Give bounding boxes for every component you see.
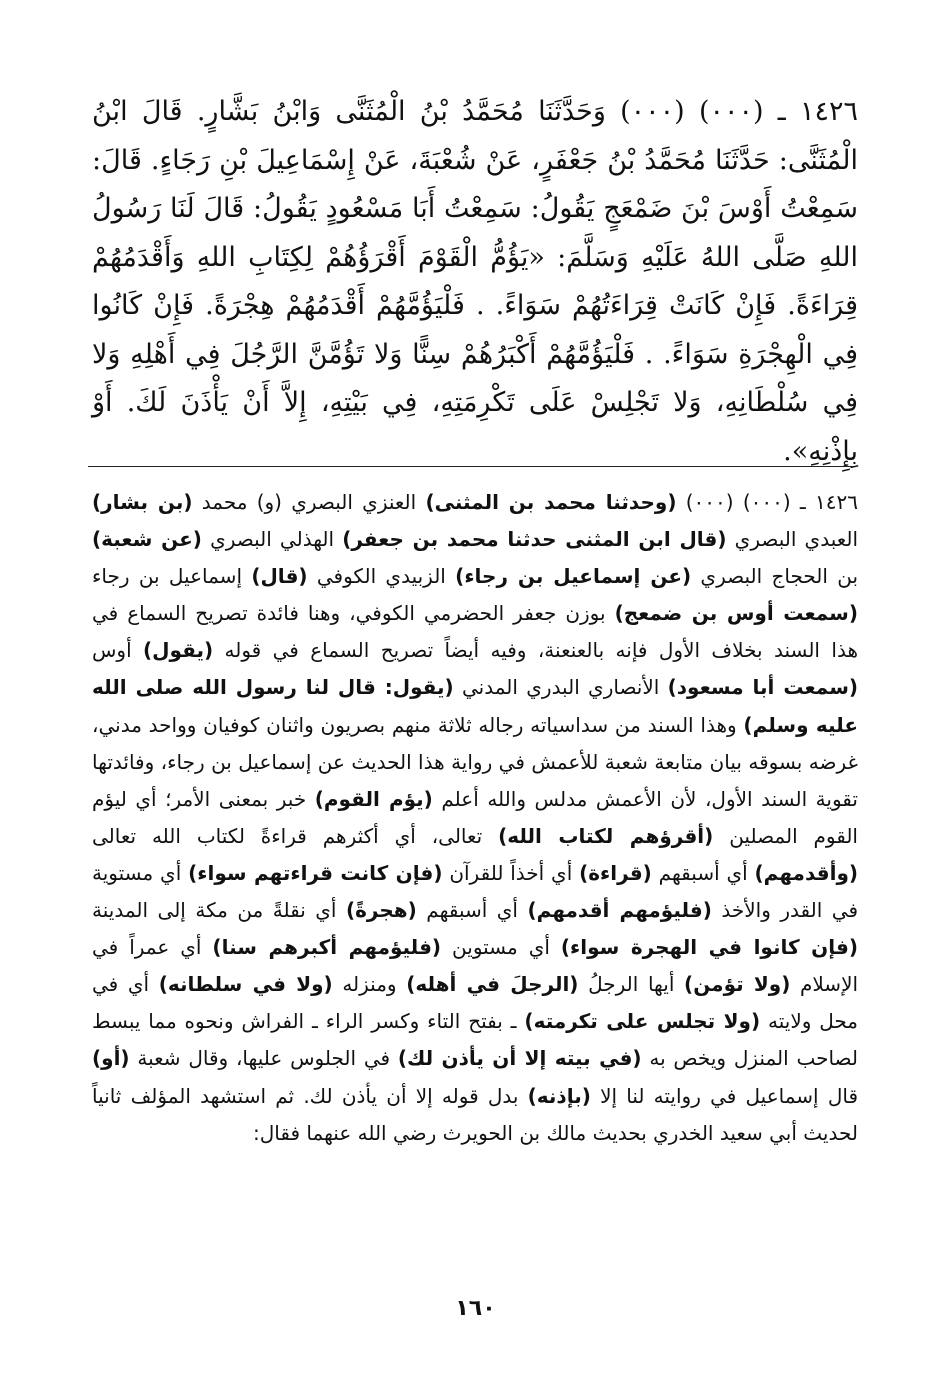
commentary-quote-segment: (ولا تجلس على تكرمته) [524, 1009, 761, 1034]
commentary-text-segment: بن الحجاج البصري [691, 564, 859, 589]
commentary-quote-segment: (ولا تؤمن) [684, 972, 791, 997]
commentary-quote-segment: (قال) [251, 564, 308, 589]
commentary-block [92, 484, 858, 1152]
hadith-text-block [92, 88, 858, 476]
commentary-quote-segment: (عن إسماعيل بن رجاء) [455, 564, 692, 589]
commentary-quote-segment: (وحدثنا محمد بن المثنى) [425, 490, 677, 514]
commentary-quote-segment: (فإن كانت قراءتهم سواء) [188, 860, 443, 885]
commentary-quote-segment: (قراءة) [579, 860, 652, 885]
footnote-divider [88, 466, 854, 467]
commentary-text-segment: بدل قوله إلا أن يأذن لك. ثم استشهد المؤلف ثانياً لحديث أبي سعيد الخدري بحديث مالك بن الحويرث رضي الله عنهما فقال: [92, 1083, 858, 1145]
commentary-text-segment: أي أخذاً للقرآن [442, 860, 580, 885]
commentary-quote-segment: (بإذنه) [527, 1083, 591, 1108]
commentary-text-segment: تعالى، أي أكثرهم قراءةً لكتاب الله تعالى [92, 823, 499, 848]
commentary-quote-segment: (عن شعبة) [92, 527, 202, 552]
commentary-text-segment: أوس [92, 638, 144, 663]
commentary-text-segment: أي عمراً في الإسلام [92, 935, 859, 997]
commentary-text-segment: الهذلي البصري [201, 527, 343, 552]
commentary-quote-segment: (فليؤمهم أكبرهم سنا) [212, 935, 442, 960]
commentary-text-segment: ـ بفتح التاء وكسر الراء ـ الفراش ونحوه مما يبسط لصاحب المنزل ويخص به [92, 1009, 858, 1071]
commentary-text-segment: العنزي البصري (و) محمد [192, 490, 426, 514]
commentary-quote-segment: (بن بشار) [92, 490, 193, 514]
commentary-quote-segment: (هجرةً) [345, 898, 417, 923]
page-number: ١٦٠ [455, 1296, 496, 1321]
commentary-text-segment: قال إسماعيل في روايته لنا إلا [590, 1083, 858, 1108]
commentary-quote-segment: (سمعت أبا مسعود) [667, 675, 859, 700]
commentary-text-segment: العبدي البصري [726, 527, 859, 552]
commentary-text-segment: أي أسبقهم [651, 860, 755, 885]
commentary-text-segment: بوزن جعفر الحضرمي الكوفي، وهنا فائدة تصريح السماع في هذا السند بخلاف الأول فإنه بالعنعنة، وفيه أيضاً تصريح السماع في قوله [92, 601, 858, 663]
commentary-text-segment: أي في محل ولايته [92, 972, 859, 1034]
commentary-quote-segment: (أو) [92, 1046, 130, 1071]
hadith-text: ١٤٢٦ ـ (٠٠٠) (٠٠٠) وَحَدَّثَنَا مُحَمَّدُ بْنُ الْمُثَنَّى وَابْنُ بَشَّارٍ. قَالَ ابْنُ الْمُثَنَّى: حَدَّثَنَا مُحَمَّدُ بْنُ جَعْفَرٍ، عَنْ شُعْبَةَ، عَنْ إِسْمَاعِيلَ بْنِ رَجَاءٍ. قَالَ: سَمِعْتُ أَوْسَ بْنَ ضَمْعَجٍ يَقُولُ: سَمِعْتُ أَبَا مَسْعُودٍ يَقُولُ: قَالَ لَنَا رَسُولُ اللهِ صَلَّى اللهُ عَلَيْهِ وَسَلَّمَ: «يَؤُمُّ الْقَوْمَ أَقْرَؤُهُمْ لِكِتَابِ اللهِ وَأَقْدَمُهُمْ قِرَاءَةً. فَإِنْ كَانَتْ قِرَاءَتُهُمْ سَوَاءً. . فَلْيَؤُمَّهُمْ أَقْدَمُهُمْ هِجْرَةً. فَإِنْ كَانُوا فِي الْهِجْرَةِ سَوَاءً. . فَلْيَؤُمَّهُمْ أَكْبَرُهُمْ سِنًّا وَلا تَؤُمَّنَّ الرَّجُلَ فِي أَهْلِهِ وَلا فِي سُلْطَانِهِ، وَلا تَجْلِسْ عَلَى تَكْرِمَتِهِ، فِي بَيْتِهِ، إِلاَّ أَنْ يَأْذَنَ لَكَ. أَوْ بِإِذْنِهِ». [92, 96, 858, 467]
commentary-text-segment: أيها الرجلُ [578, 972, 685, 997]
commentary-text-segment: ومنزله [332, 972, 407, 997]
commentary-text-segment: أي نقلةً من مكة إلى المدينة [92, 898, 346, 923]
commentary-quote-segment: (وأقدمهم) [754, 860, 859, 885]
commentary-quote-segment: (فإن كانوا في الهجرة سواء) [560, 935, 858, 960]
commentary-text-segment: الزبيدي الكوفي [307, 564, 456, 589]
commentary-text-segment: الأنصاري البدري المدني [453, 675, 668, 700]
commentary-quote-segment: (الرجلَ في أهله) [406, 972, 579, 997]
commentary-quote-segment: (في بيته إلا أن يأذن لك) [397, 1046, 642, 1071]
commentary-quote-segment: (يقول) [143, 638, 214, 663]
commentary-quote-segment: (يؤم القوم) [314, 786, 433, 811]
commentary-quote-segment: (يقول: قال لنا رسول الله صلى الله عليه وسلم) [92, 675, 859, 737]
commentary-text-segment: وهذا السند من سداسياته رجاله ثلاثة منهم بصريون واثنان كوفيان وواحد مدني، غرضه بسوقه بيان متابعة شعبة للأعمش في رواية هذا الحديث عن إسماعيل بن رجاء، وفائدتها تقوية السند الأول، لأن الأعمش مدلس والله أعلم [92, 712, 858, 811]
commentary-quote-segment: (قال ابن المثنى حدثنا محمد بن جعفر) [342, 527, 727, 552]
commentary-text-segment: في الجلوس عليها، وقال شعبة [129, 1046, 398, 1071]
commentary-text-segment: أي مستوين [441, 935, 561, 960]
commentary-text-segment: إسماعيل بن رجاء [92, 564, 252, 589]
commentary-paragraph [92, 484, 858, 1152]
commentary-text-segment: خبر بمعنى الأمر؛ أي ليؤم القوم المصلين [92, 786, 858, 848]
commentary-quote-segment: (سمعت أوس بن ضمعج) [614, 601, 858, 626]
commentary-quote-segment: (فليؤمهم أقدمهم) [527, 898, 712, 923]
commentary-text-segment: أي مستوية في القدر والأخذ [92, 860, 859, 923]
commentary-text-segment: أي أسبقهم [416, 898, 528, 923]
commentary-text-segment: ١٤٢٦ ـ (٠٠٠) (٠٠٠) [676, 490, 858, 514]
commentary-quote-segment: (أقرؤهم لكتاب الله) [498, 823, 714, 848]
commentary-quote-segment: (ولا في سلطانه) [158, 972, 333, 997]
